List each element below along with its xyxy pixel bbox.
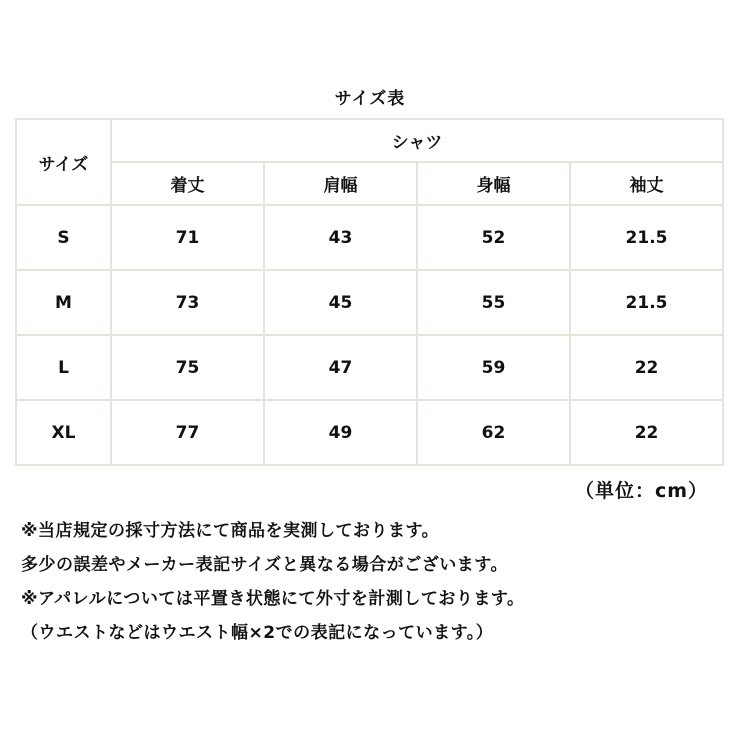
table-row [16, 205, 723, 270]
note-line: （ウエストなどはウエスト幅×2での表記になっています。） [21, 623, 494, 643]
table-cell: 47 [264, 335, 417, 400]
table-cell: 43 [264, 205, 417, 270]
column-header: 身幅 [417, 162, 570, 205]
table-cell: 22 [570, 335, 723, 400]
page-title: サイズ表 [334, 89, 406, 109]
size-header-cell: サイズ [16, 119, 111, 205]
size-label: M [16, 270, 111, 335]
table-cell: 45 [264, 270, 417, 335]
table-cell: 22 [570, 400, 723, 465]
table-row [16, 335, 723, 400]
notes [21, 514, 731, 650]
table-cell: 73 [111, 270, 264, 335]
table-cell: 75 [111, 335, 264, 400]
unit-label: （単位：cm） [574, 480, 708, 502]
table-cell: 52 [417, 205, 570, 270]
table-cell: 71 [111, 205, 264, 270]
column-header: 着丈 [111, 162, 264, 205]
table-cell: 49 [264, 400, 417, 465]
column-header: 袖丈 [570, 162, 723, 205]
size-table [15, 118, 724, 466]
table-cell: 59 [417, 335, 570, 400]
table-row [16, 270, 723, 335]
table-cell: 21.5 [570, 205, 723, 270]
table-cell: 62 [417, 400, 570, 465]
group-header-cell: シャツ [111, 119, 723, 162]
note-line: 多少の誤差やメーカー表記サイズと異なる場合がございます。 [21, 555, 508, 575]
table-cell: 21.5 [570, 270, 723, 335]
size-label: S [16, 205, 111, 270]
table-row [16, 400, 723, 465]
column-header: 肩幅 [264, 162, 417, 205]
table-cell: 77 [111, 400, 264, 465]
note-line: ※アパレルについては平置き状態にて外寸を計測しております。 [21, 589, 525, 609]
size-label: L [16, 335, 111, 400]
size-label: XL [16, 400, 111, 465]
note-line: ※当店規定の採寸方法にて商品を実測しております。 [21, 521, 440, 541]
table-cell: 55 [417, 270, 570, 335]
